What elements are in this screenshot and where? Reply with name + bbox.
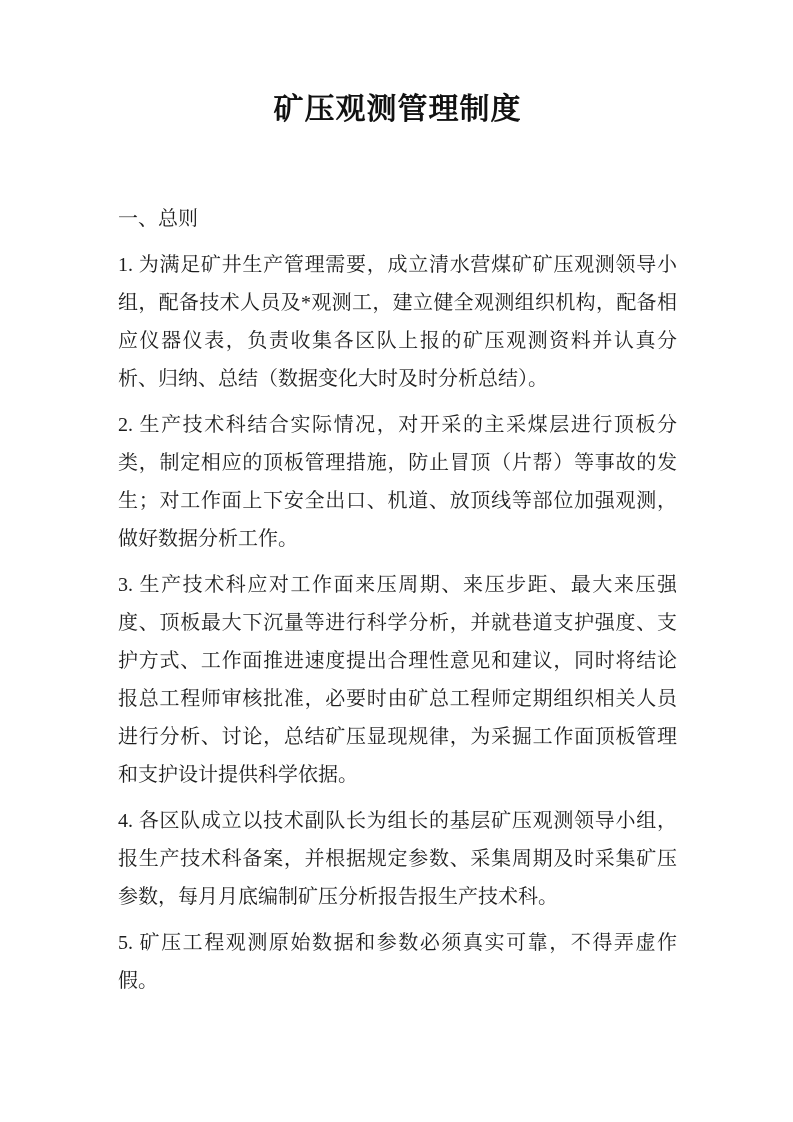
paragraph-1: 1. 为满足矿井生产管理需要，成立清水营煤矿矿压观测领导小组，配备技术人员及*观测工，建立健全观测组织机构，配备相应仪器仪表，负责收集各区队上报的矿压观测资料并认真分析、归纳、总结（数据变化大时及时分析总结）。	[118, 254, 677, 390]
section-heading: 一、总则	[118, 208, 198, 230]
paragraph-5: 5. 矿压工程观测原始数据和参数必须真实可靠，不得弄虚作假。	[118, 932, 677, 992]
paragraph-4: 4. 各区队成立以技术副队长为组长的基层矿压观测领导小组，报生产技术科备案，并根据规定参数、采集周期及时采集矿压参数，每月月底编制矿压分析报告报生产技术科。	[118, 810, 677, 908]
document-title: 矿压观测管理制度	[273, 93, 522, 126]
paragraph-2: 2. 生产技术科结合实际情况，对开采的主采煤层进行顶板分类，制定相应的顶板管理措施，防止冒顶（片帮）等事故的发生；对工作面上下安全出口、机道、放顶线等部位加强观测，做好数据分析工作。	[118, 414, 677, 550]
paragraph-3: 3. 生产技术科应对工作面来压周期、来压步距、最大来压强度、顶板最大下沉量等进行科学分析，并就巷道支护强度、支护方式、工作面推进速度提出合理性意见和建议，同时将结论报总工程师审核批准，必要时由矿总工程师定期组织相关人员进行分析、讨论，总结矿压显现规律，为采掘工作面顶板管理和支护设计提供科学依据。	[118, 574, 677, 786]
